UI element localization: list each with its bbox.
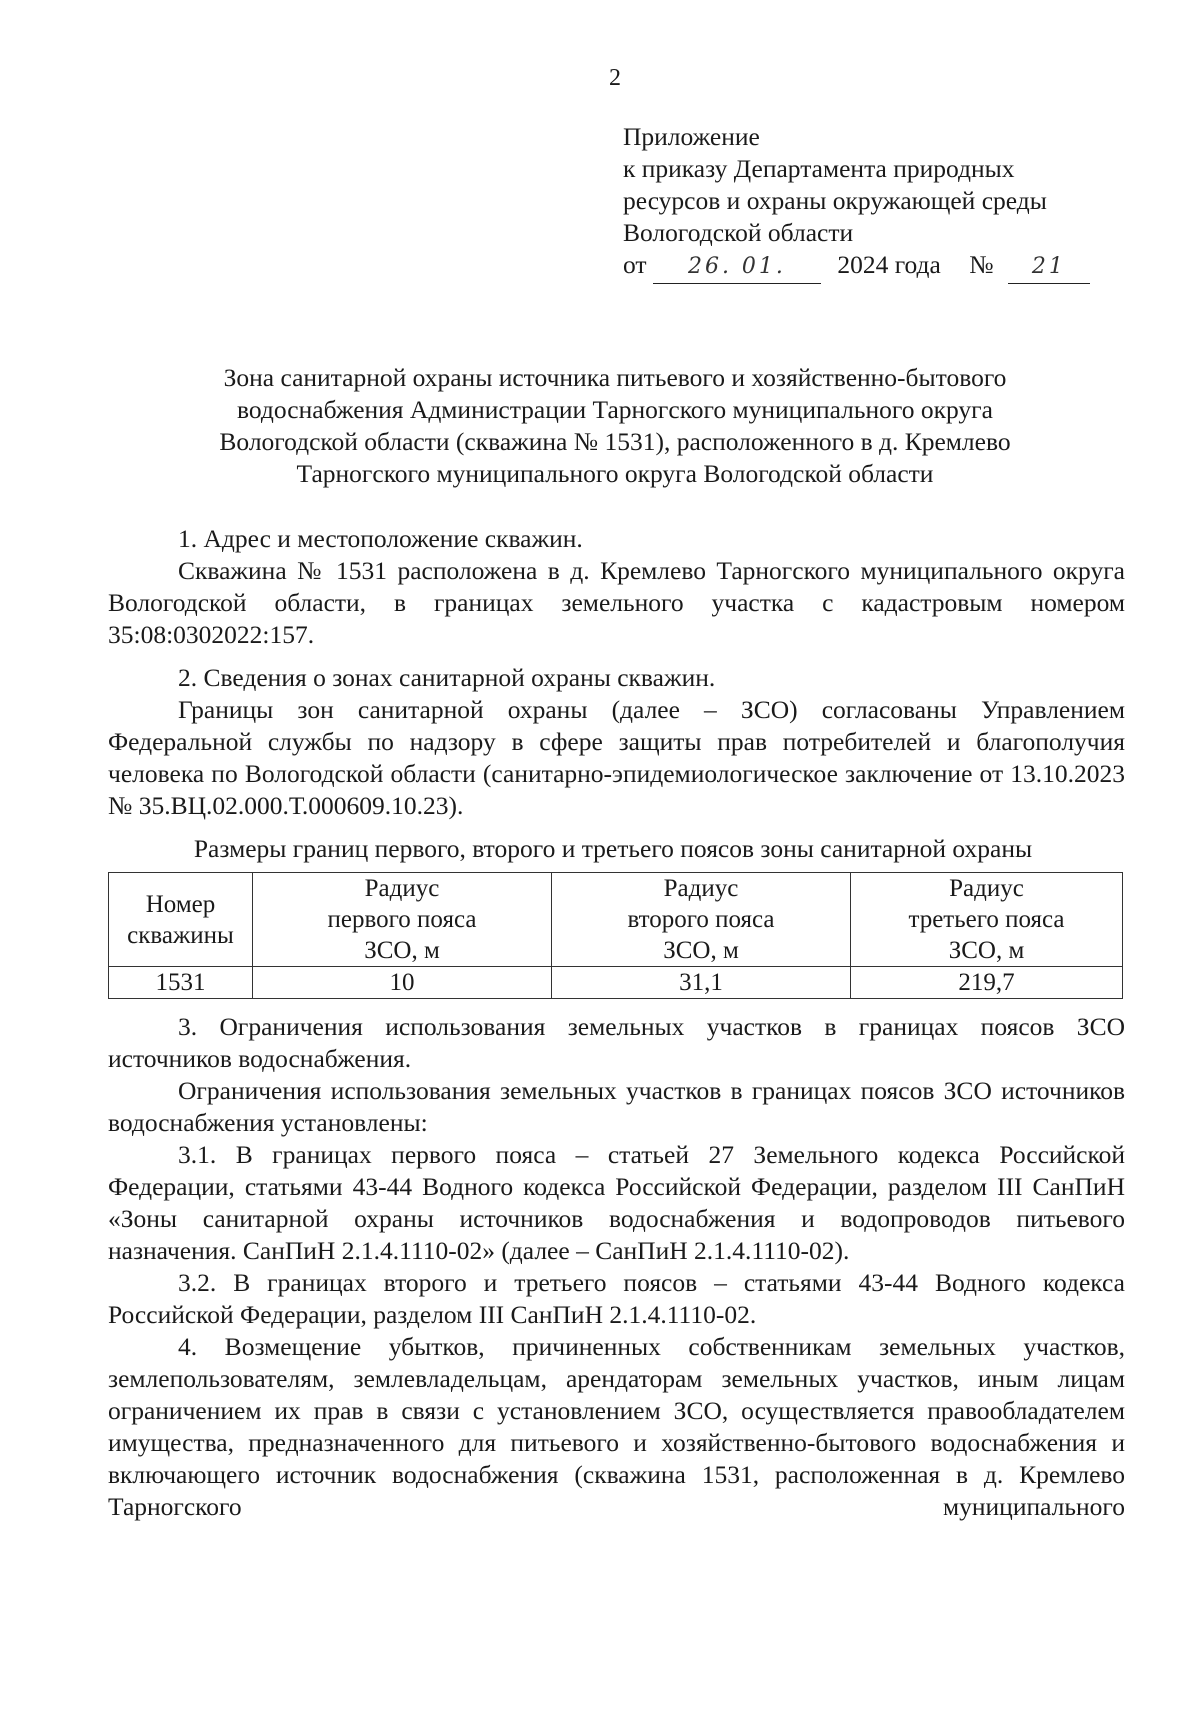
header-radius-second-belt	[552, 873, 851, 967]
section-2-text: Границы зон санитарной охраны (далее – ЗСО) согласованы Управлением Федеральной службы по надзору в сфере защиты прав потребителей и благополучия человека по Вологодской области (санитарно-эпидемиологическое заключение от 13.10.2023 № 35.ВЦ.02.000.Т.000609.10.23).	[108, 695, 1125, 820]
number-sign: №	[969, 250, 994, 279]
appendix-line: ресурсов и охраны окружающей среды	[623, 186, 1047, 215]
table-cell: 31,1	[552, 967, 851, 999]
table-row	[109, 967, 1123, 999]
handwritten-number: 21	[1031, 254, 1066, 279]
header-text: Радиус	[663, 875, 739, 902]
section-3-item-1: 3.1. В границах первого пояса – статьей 27 Земельного кодекса Российской Федерации, статьями 43-44 Водного кодекса Российской Федерации, разделом III СанПиН «Зоны санитарной охраны источников водоснабжения и водопроводов питьевого назначения. СанПиН 2.1.4.1110-02» (далее – СанПиН 2.1.4.1110-02).	[108, 1140, 1125, 1265]
header-text: ЗСО, м	[364, 937, 440, 964]
appendix-line: Вологодской области	[623, 218, 854, 247]
title-line: Зона санитарной охраны источника питьевого и хозяйственно-бытового	[223, 363, 1007, 392]
section-3-text: Ограничения использования земельных участков в границах поясов ЗСО источников водоснабжения установлены:	[108, 1076, 1125, 1137]
header-radius-first-belt	[253, 873, 552, 967]
appendix-date-line	[623, 249, 1143, 284]
header-well-number	[109, 873, 253, 967]
header-text: третьего пояса	[908, 906, 1065, 933]
date-field	[653, 249, 821, 284]
title-line: водоснабжения Администрации Тарногского муниципального округа	[237, 395, 993, 424]
section-3-item-2: 3.2. В границах второго и третьего поясов – статьями 43-44 Водного кодекса Российской Федерации, разделом III СанПиН 2.1.4.1110-02.	[108, 1268, 1125, 1329]
appendix-line: Приложение	[623, 122, 760, 151]
header-text: ЗСО, м	[948, 937, 1025, 964]
table-cell: 1531	[109, 967, 253, 999]
table-cell: 10	[253, 967, 552, 999]
table-caption: Размеры границ первого, второго и третьего поясов зоны санитарной охраны	[193, 834, 1033, 863]
header-text: Радиус	[949, 875, 1024, 902]
number-field	[1008, 249, 1090, 284]
section-4-text: 4. Возмещение убытков, причиненных собственникам земельных участков, землепользователям, землевладельцам, арендаторам земельных участков, иным лицам ограничением их прав в связи с установлением ЗСО, осуществляется правообладателем имущества, предназначенного для питьевого и хозяйственно-бытового водоснабжения и включающего источник водоснабжения (скважина 1531, расположенная в д. Кремлево Тарногского муниципального	[108, 1332, 1125, 1521]
appendix-header	[623, 121, 1143, 284]
header-text: второго пояса	[627, 906, 775, 933]
document-title	[110, 362, 1120, 490]
table-cell: 219,7	[851, 967, 1123, 999]
page-number: 2	[609, 65, 621, 91]
header-text: Радиус	[364, 875, 440, 902]
section-1-heading: 1. Адрес и местоположение скважин.	[178, 524, 583, 553]
section-2-heading: 2. Сведения о зонах санитарной охраны скважин.	[178, 663, 716, 692]
date-prefix: от	[623, 250, 647, 279]
handwritten-date: 26. 01.	[687, 254, 786, 279]
title-line: Тарногского муниципального округа Вологодской области	[296, 459, 934, 488]
header-text: Номер	[145, 890, 216, 918]
zso-radius-table	[108, 872, 1123, 999]
header-text: первого пояса	[327, 906, 477, 933]
appendix-line: к приказу Департамента природных	[623, 154, 1015, 183]
document-body	[108, 523, 1125, 1523]
header-text: ЗСО, м	[663, 937, 739, 964]
table-header-row	[109, 873, 1123, 967]
section-1-text: Скважина № 1531 расположена в д. Кремлево Тарногского муниципального округа Вологодской области, в границах земельного участка с кадастровым номером 35:08:0302022:157.	[108, 556, 1125, 649]
title-line: Вологодской области (скважина № 1531), расположенного в д. Кремлево	[219, 427, 1011, 456]
section-3-heading: 3. Ограничения использования земельных участков в границах поясов ЗСО источников водоснабжения.	[108, 1012, 1125, 1073]
header-radius-third-belt	[851, 873, 1123, 967]
year-text: 2024 года	[837, 250, 941, 279]
header-text: скважины	[127, 921, 234, 949]
